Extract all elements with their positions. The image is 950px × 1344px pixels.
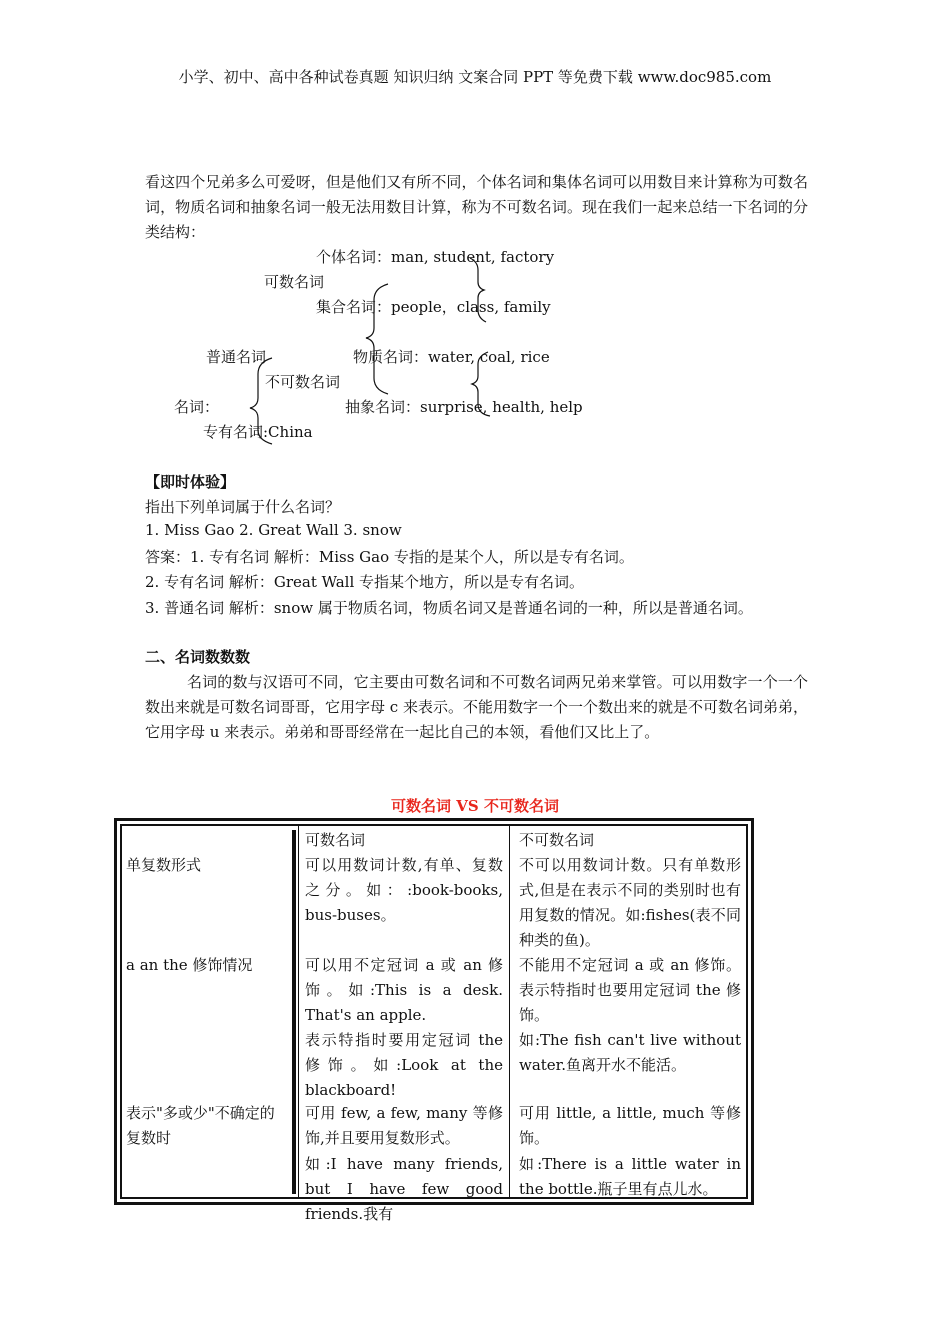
- row-label-number-form: 单复数形式: [126, 856, 202, 874]
- cell-countable-article-usage: 可以用不定冠词 a 或 an 修饰。如:This is a desk. That's an apple.: [305, 956, 503, 1024]
- tree-braces: [0, 0, 950, 470]
- cell-uncountable-article-usage: 不能用不定冠词 a 或 an 修饰。表示特指时也要用定冠词 the 修饰。: [519, 956, 741, 1024]
- exercise-answer-1: 答案：1. 专有名词 解析：Miss Gao 专指的是某个人，所以是专有名词。: [145, 548, 634, 566]
- table-column-divider-2: [509, 826, 510, 1198]
- tree-abstract-noun: 抽象名词：surprise, health, help: [345, 398, 583, 416]
- section2-body: 名词的数与汉语可不同，它主要由可数名词和不可数名词两兄弟来掌管。可以用数字一个一个数出来就是可数名词哥哥，它用字母 c 来表示。不能用数字一个一个数出来的就是不可数名词弟弟，它用字母 u 来表示。弟弟和哥哥经常在一起比自己的本领，看他们又比上了。: [145, 673, 808, 741]
- exercise-question: 指出下列单词属于什么名词？: [145, 498, 341, 516]
- table-title: 可数名词 VS 不可数名词: [391, 797, 559, 815]
- cell-uncountable-article-example: 如:The fish can't live without water.鱼离开水不能活。: [519, 1031, 741, 1074]
- cell-countable-number-form: 可以用数词计数,有单、复数之分。如：:book-books, bus-buses。: [305, 856, 503, 924]
- exercise-answer-2: 2. 专有名词 解析：Great Wall 专指某个地方，所以是专有名词。: [145, 573, 585, 591]
- cell-countable-quantity-example: 如:I have many friends, but I have few good friends.我有: [305, 1155, 503, 1223]
- row-label-quantity-modifiers: 表示"多或少"不确定的复数时: [126, 1104, 275, 1147]
- tree-uncountable-noun: 不可数名词: [265, 373, 341, 391]
- tree-common-noun: 普通名词: [206, 348, 267, 366]
- tree-individual-noun: 个体名词：man, student, factory: [316, 248, 555, 266]
- brace-countable-group: [470, 258, 486, 322]
- brace-uncountable-group: [472, 352, 490, 416]
- tree-collective-noun: 集合名词：people，class, family: [316, 298, 551, 316]
- tree-root-noun: 名词：: [174, 398, 220, 416]
- cell-uncountable-quantity-modifiers: 可用 little, a little, much 等修饰。: [519, 1104, 741, 1147]
- table-column-divider-1b: [298, 826, 299, 1198]
- tree-countable-noun: 可数名词: [264, 273, 325, 291]
- cell-uncountable-quantity-example: 如:There is a little water in the bottle.瓶子里有点儿水。: [519, 1155, 741, 1198]
- intro-paragraph: 看这四个兄弟多么可爱呀，但是他们又有所不同，个体名词和集体名词可以用数目来计算称为可数名词，物质名词和抽象名词一般无法用数目计算，称为不可数名词。现在我们一起来总结一下名词的分类结构：: [145, 173, 808, 241]
- brace-common-group: [366, 284, 388, 394]
- table-column-divider-1: [292, 830, 296, 1194]
- exercise-answer-3: 3. 普通名词 解析：snow 属于物质名词，物质名词又是普通名词的一种，所以是普通名词。: [145, 599, 753, 617]
- brace-root: [250, 358, 272, 444]
- exercise-heading: 【即时体验】: [145, 473, 236, 491]
- tree-material-noun: 物质名词：water, coal, rice: [353, 348, 550, 366]
- page-header: 小学、初中、高中各种试卷真题 知识归纳 文案合同 PPT 等免费下载 www.doc985.com: [178, 68, 772, 86]
- cell-uncountable-number-form: 不可以用数词计数。只有单数形式,但是在表示不同的类别时也有用复数的情况。如:fishes(表不同种类的鱼)。: [519, 856, 741, 949]
- exercise-items: 1. Miss Gao 2. Great Wall 3. snow: [145, 521, 402, 539]
- section2-heading: 二、名词数数数: [145, 648, 251, 666]
- tree-proper-noun: 专有名词:China: [203, 423, 313, 441]
- cell-countable-quantity-modifiers: 可用 few, a few, many 等修饰,并且要用复数形式。: [305, 1104, 503, 1147]
- col-header-countable: 可数名词: [305, 831, 366, 849]
- cell-countable-article-example: 表示特指时要用定冠词 the 修饰。如:Look at the blackboard!: [305, 1031, 503, 1099]
- row-label-article-usage: a an the 修饰情况: [126, 956, 253, 974]
- col-header-uncountable: 不可数名词: [519, 831, 595, 849]
